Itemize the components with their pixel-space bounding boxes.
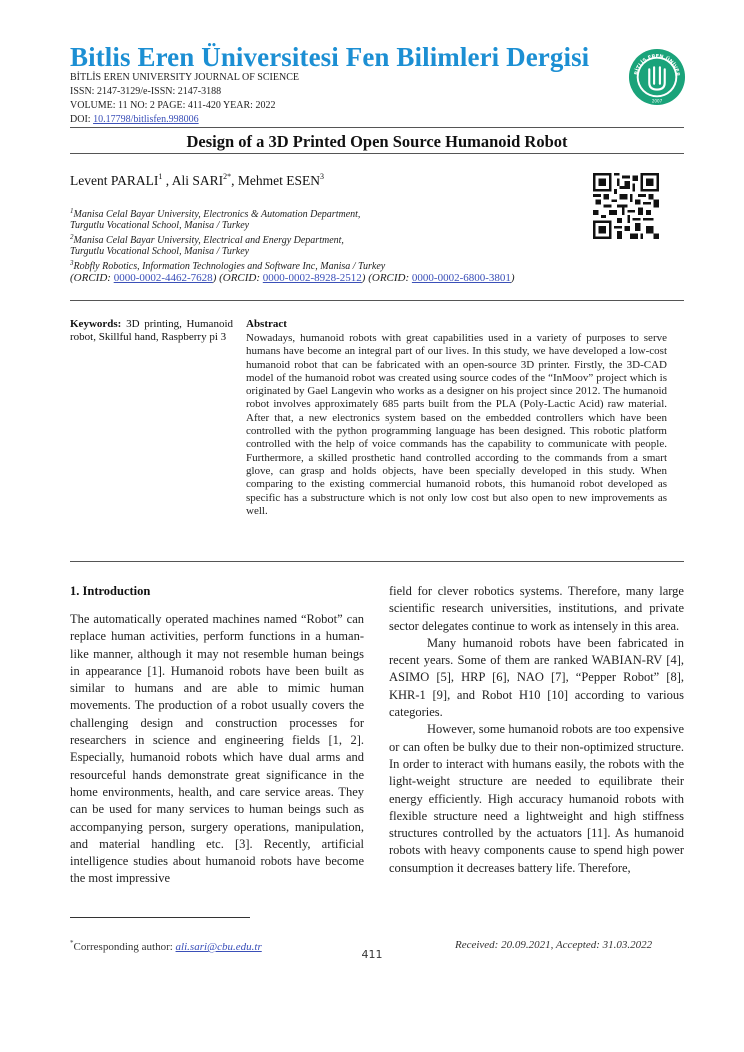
affiliation-2-line-1 [70, 233, 344, 246]
affiliation-1-line-2: Turgutlu Vocational School, Manisa / Turkey [70, 220, 250, 231]
author-list [70, 172, 324, 189]
affiliation-2-line-2: Turgutlu Vocational School, Manisa / Turkey [70, 246, 250, 257]
author-name: Levent PARALI [70, 173, 159, 188]
affiliation-text: Manisa Celal Bayar University, Electronics & Automation Department, [73, 209, 361, 220]
corresponding-email-link[interactable]: ali.sari@cbu.edu.tr [175, 941, 262, 953]
affiliation-mark: 1 [70, 207, 74, 215]
paragraph: Many humanoid robots have been fabricated in recent years. Some of them are ranked WABIAN-RV [4], ASIMO [5], HRP [6], NAO [7], “Pepper Robot” [8], KHR-1 [9], and Robot H10 [10] according to various categories. [389, 635, 684, 720]
orcid-link[interactable]: 0000-0002-6800-3801 [411, 272, 511, 284]
paragraph: However, some humanoid robots are too expensive or can often be bulky due to their non-optimized structure. In order to interact with humans easily, the robots with the light-weight structure are needed to equilibrate their energy efficiently. High accuracy humanoid robots with flexible structure need a lightweight and high stiffness structures controlled by the actuators [11]. As humanoid robots with heavy components cause to spend high power consumption it decreases battery life. Therefore, [389, 722, 684, 875]
orcid-label: (ORCID: [70, 272, 114, 284]
affiliation-1-line-1 [70, 207, 360, 220]
orcid-label: ) [510, 272, 515, 284]
abstract-heading: Abstract [246, 318, 287, 330]
affiliation-mark: 3 [70, 259, 74, 267]
header-rule [70, 127, 684, 128]
affiliations-rule [70, 300, 684, 301]
keywords-label: Keywords: [70, 318, 122, 330]
affiliation-text: Manisa Celal Bayar University, Electrical and Energy Department, [73, 235, 344, 246]
author-affiliation-mark: 1 [158, 172, 163, 181]
author-separator: , [231, 173, 238, 188]
title-rule [70, 153, 684, 154]
keywords-text: 3D printing, Humanoid robot, Skillful hand, Raspberry pi 3 [70, 318, 233, 343]
doi-link[interactable]: 10.17798/bitlisfen.998006 [93, 114, 199, 125]
footnote-rule [70, 917, 250, 918]
author-separator: , [162, 173, 172, 188]
affiliation-3-line-1 [70, 259, 385, 272]
paper-title: Design of a 3D Printed Open Source Humanoid Robot [186, 132, 568, 151]
doi-label: DOI: [70, 114, 94, 125]
paragraph: field for clever robotics systems. Therefore, many large scientific research universities, institutions, and private sector delegates continue to work as intensely in this area. [389, 584, 684, 633]
logo-year: 2007 [651, 98, 663, 104]
orcid-label: ) (ORCID: [212, 272, 263, 284]
footnote-label: Corresponding author: [73, 941, 176, 953]
affiliation-text: Robfly Robotics, Information Technologies and Software Inc, Manisa / Turkey [73, 261, 386, 272]
affiliation-mark: 2 [70, 233, 74, 241]
journal-english-name: BİTLİS EREN UNIVERSITY JOURNAL OF SCIENCE [70, 72, 299, 83]
orcid-line [70, 272, 515, 284]
author-name: Ali SARI [171, 173, 224, 188]
orcid-label: ) (ORCID: [361, 272, 412, 284]
author-affiliation-mark: 3 [320, 172, 325, 181]
orcid-link[interactable]: 0000-0002-4462-7628 [113, 272, 213, 284]
issn: ISSN: 2147-3129/e-ISSN: 2147-3188 [70, 86, 222, 97]
author-name: Mehmet ESEN [237, 173, 321, 188]
qr-code [593, 173, 659, 239]
page-number: 411 [361, 948, 383, 961]
orcid-link[interactable]: 0000-0002-8928-2512 [262, 272, 362, 284]
keywords-block [70, 318, 233, 344]
author-affiliation-mark: 2* [223, 172, 232, 181]
introduction-right-column [389, 583, 684, 877]
journal-title: Bitlis Eren Üniversitesi Fen Bilimleri Dergisi [70, 42, 590, 72]
abstract-rule [70, 561, 684, 562]
university-logo [628, 48, 686, 106]
introduction-heading: 1. Introduction [70, 584, 151, 598]
received-accepted-dates: Received: 20.09.2021, Accepted: 31.03.2022 [455, 939, 653, 951]
abstract-body: Nowadays, humanoid robots with great capabilities used in a variety of purposes to serve humans have become an integral part of our lives. In this study, we have developed a low-cost humanoid robot that can be fabricated with an open-source 3D printer. Firstly, the 3D-CAD model of the humanoid robot was created using source codes of the “InMoov” project which is originated by Gael Langevin who works as a designer on his project since 2012. The humanoid robot involves approximately 685 parts built from the PLA (Poly-Lactic Acid) raw material. After that, a new electronics system based on the embedded controllers which have been controlled with the python programming language has been designed. This robotic platform controlled with the help of voice commands has the capability to communicate with people. Furthermore, a skilled prosthetic hand controlled according to the commands from a smart glove, can grasp and holds objects, have been specially developed in this study. When comparing to the existing commercial humanoid robots, this humanoid robot developed as specific has a substructure which is not only low cost but also open to new improvements as well. [246, 332, 667, 517]
volume-info: VOLUME: 11 NO: 2 PAGE: 411-420 YEAR: 2022 [70, 100, 276, 111]
footnote-mark: * [70, 939, 74, 947]
introduction-left-column: The automatically operated machines named “Robot” can replace human activities, perform functions in a human-like manner, although it may not resemble human beings in appearance [1]. Humanoid robots have been built as similar to humans and are able to mimic human movements. The production of a robot usually covers the challenging design and construction processes for researchers in science and engineering fields [1, 2]. Especially, humanoid robots which have dual arms and resourceful hands demonstrate great significance in the home environments, health, and care service areas. They can be used for many services to human beings such as accompanying person, surgery operations, manipulation, and material handling etc. [3]. Recently, artificial intelligence studies about humanoid robots have become the most impressive [70, 612, 364, 886]
logo-text: BİTLİS EREN ÜNİVER [633, 53, 681, 77]
doi [70, 114, 199, 125]
